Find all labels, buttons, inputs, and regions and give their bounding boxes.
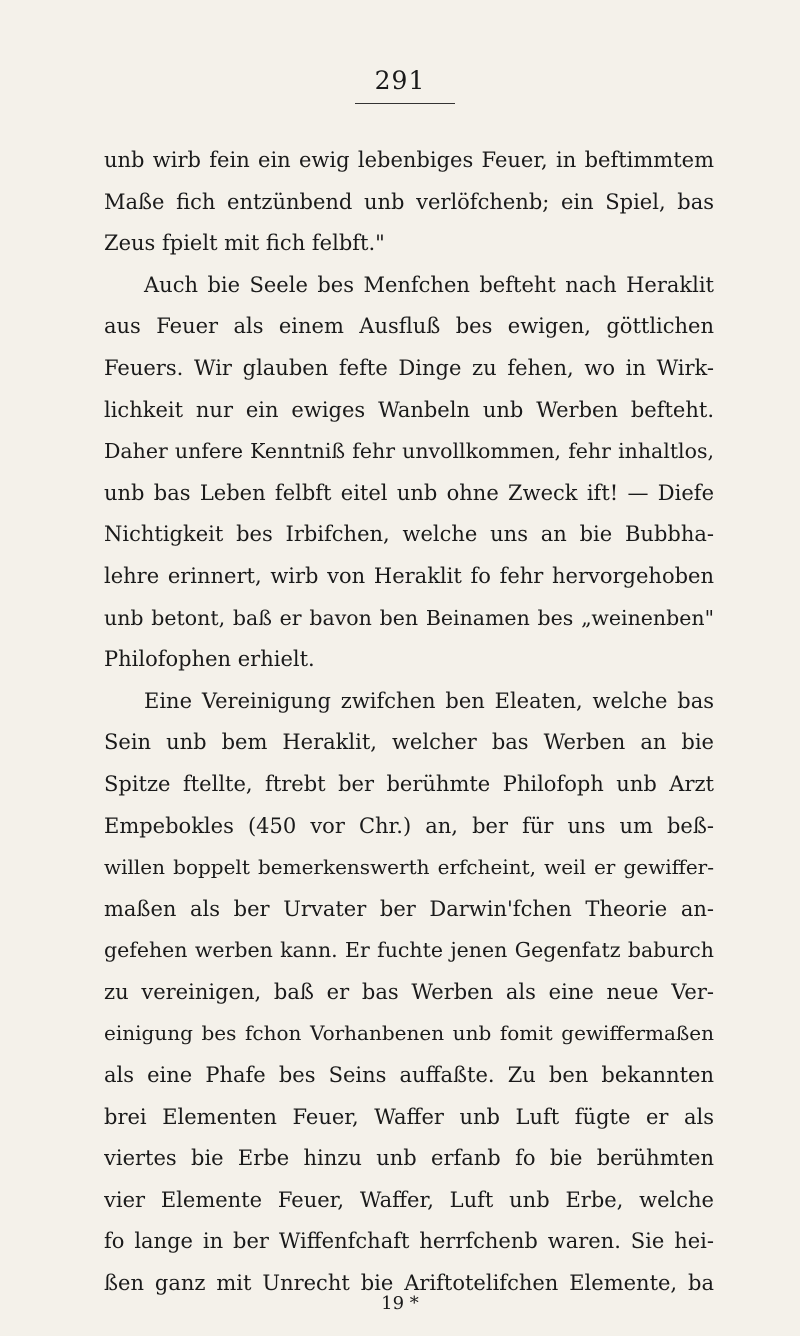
text-line: Auch bie Seele bes Menfchen befteht nach Heraklit [144, 272, 714, 297]
signature-mark: 19 * [381, 1293, 419, 1314]
text-line: einigung bes fchon Vorhanbenen unb fomit gewiffermaßen [104, 1021, 714, 1046]
text-line: gefehen werben kann. Er fuchte jenen Gegenfatz baburch [104, 938, 714, 963]
text-line: lehre erinnert, wirb von Heraklit fo fehr hervorgehoben [104, 563, 714, 588]
text-line: unb bas Leben felbft eitel unb ohne Zweck ift! — Diefe [104, 480, 714, 505]
text-line: Maße fich entzünbend unb verlöfchenb; ein Spiel, bas [104, 189, 714, 214]
text-line: maßen als ber Urvater ber Darwin'fchen Theorie an- [104, 896, 714, 921]
text-line: viertes bie Erbe hinzu unb erfanb fo bie berühmten [104, 1146, 714, 1171]
text-line: Daher unfere Kenntniß fehr unvollkommen, fehr inhaltlos, [104, 439, 714, 464]
text-line: willen boppelt bemerkenswerth erfcheint, weil er gewiffer- [104, 855, 714, 880]
page-number: 291 [374, 66, 426, 95]
text-line: lichkeit nur ein ewiges Wanbeln unb Werben befteht. [104, 397, 714, 422]
text-line: vier Elemente Feuer, Waffer, Luft unb Erbe, welche [104, 1187, 714, 1212]
text-line: Spitze ftellte, ftrebt ber berühmte Philofoph unb Arzt [104, 771, 714, 796]
text-line: Nichtigkeit bes Irbifchen, welche uns an bie Bubbha- [104, 522, 714, 547]
text-line: Eine Vereinigung zwifchen ben Eleaten, welche bas [144, 688, 714, 713]
text-line: brei Elementen Feuer, Waffer unb Luft fügte er als [104, 1104, 714, 1129]
text-line: zu vereinigen, baß er bas Werben als eine neue Ver- [104, 979, 714, 1004]
text-line: als eine Phafe bes Seins auffaßte. Zu ben bekannten [104, 1063, 714, 1088]
text-line: ßen ganz mit Unrecht bie Ariftotelifchen Elemente, ba [104, 1271, 714, 1296]
text-line: Sein unb bem Heraklit, welcher bas Werben an bie [104, 730, 714, 755]
text-line: Philofophen erhielt. [104, 647, 315, 672]
header-rule [355, 103, 455, 104]
text-line: aus Feuer als einem Ausfluß bes ewigen, göttlichen [104, 314, 714, 339]
body-text [104, 140, 714, 1305]
text-line: Zeus fpielt mit fich felbft." [104, 231, 385, 256]
text-line: Empebokles (450 vor Chr.) an, ber für uns um beß- [104, 813, 714, 838]
text-line: unb wirb fein ein ewig lebenbiges Feuer, in beftimmtem [104, 148, 714, 172]
text-line: fo lange in ber Wiffenfchaft herrfchenb waren. Sie hei- [104, 1229, 714, 1254]
text-line: Feuers. Wir glauben fefte Dinge zu fehen, wo in Wirk- [104, 355, 714, 380]
text-line: unb betont, baß er bavon ben Beinamen bes „weinenben" [104, 605, 714, 630]
